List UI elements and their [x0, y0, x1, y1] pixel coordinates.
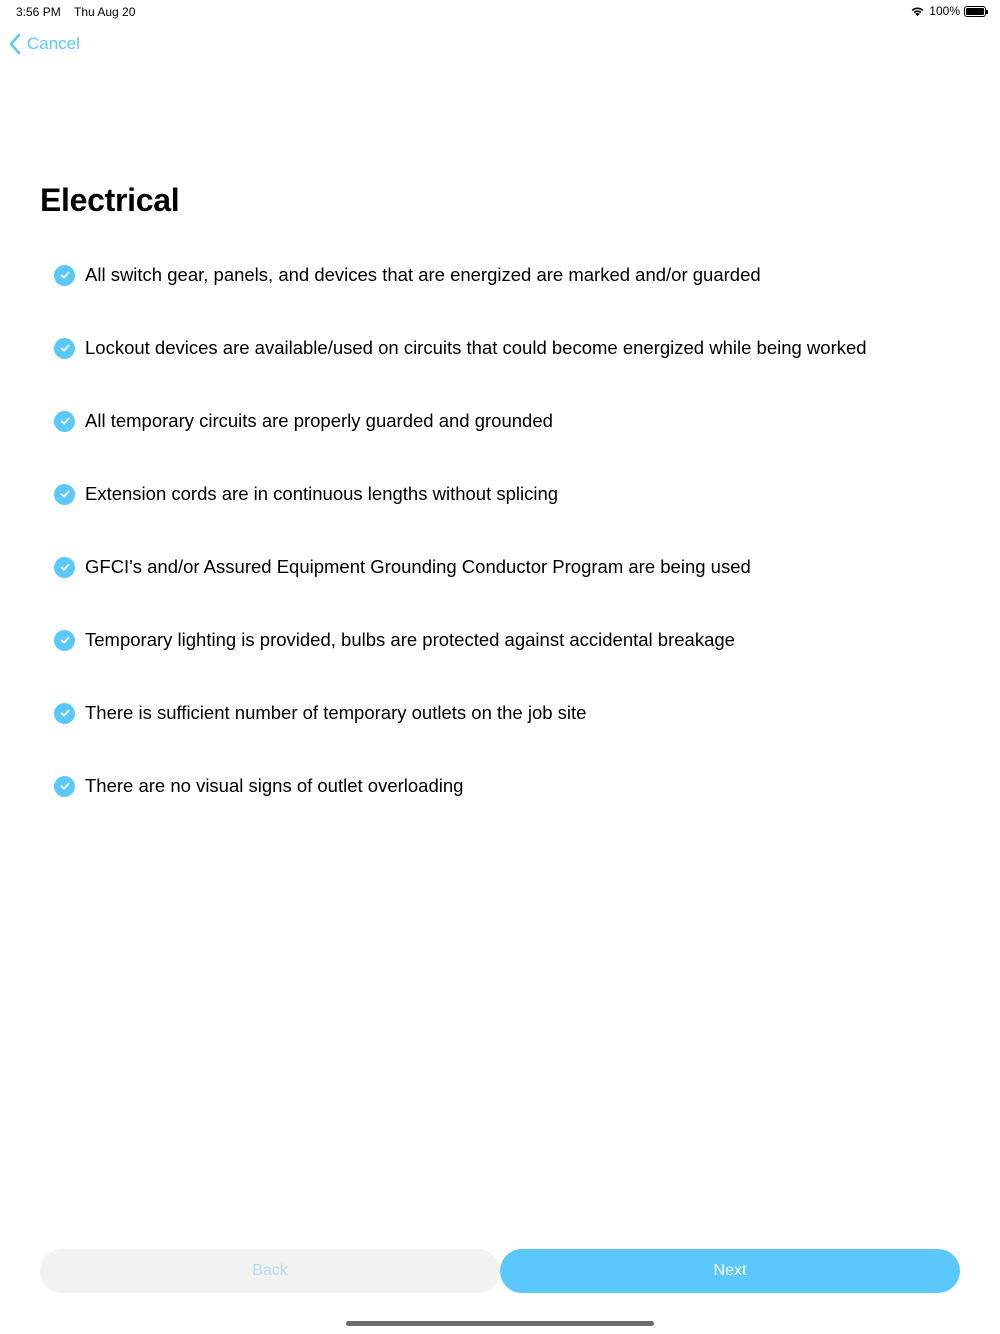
battery-icon: [964, 6, 986, 17]
checklist-item[interactable]: [54, 330, 867, 366]
checkmark-circle-icon: [54, 630, 75, 651]
battery-percent: 100%: [929, 4, 960, 18]
checkmark-circle-icon: [54, 265, 75, 286]
cancel-label: Cancel: [27, 34, 80, 53]
checklist-item[interactable]: [54, 695, 586, 731]
checklist-item[interactable]: [54, 549, 751, 585]
checklist-item[interactable]: [54, 476, 558, 512]
checklist-item[interactable]: [54, 403, 553, 439]
checkmark-circle-icon: [54, 484, 75, 505]
checklist-item[interactable]: [54, 768, 463, 804]
checklist-item-label: All temporary circuits are properly guarded and grounded: [85, 410, 553, 431]
checkmark-circle-icon: [54, 703, 75, 724]
checklist-item-label: There are no visual signs of outlet overloading: [85, 775, 464, 796]
back-button[interactable]: Back: [40, 1249, 500, 1293]
home-indicator: [346, 1321, 654, 1326]
checklist-item-label: Temporary lighting is provided, bulbs are protected against accidental breakage: [85, 629, 735, 650]
chevron-left-icon: [8, 33, 21, 55]
page-title: Electrical: [40, 182, 180, 218]
checklist-item-label: GFCI's and/or Assured Equipment Grounding Conductor Program are being used: [85, 556, 751, 577]
checklist-item-label: There is sufficient number of temporary outlets on the job site: [85, 702, 587, 723]
checklist-item-label: Lockout devices are available/used on circuits that could become energized while being worked: [85, 337, 867, 358]
checkmark-circle-icon: [54, 338, 75, 359]
checkmark-circle-icon: [54, 411, 75, 432]
status-time: 3:56 PM: [16, 5, 61, 19]
checklist-item[interactable]: [54, 622, 735, 658]
status-indicators: [910, 4, 986, 18]
checkmark-circle-icon: [54, 557, 75, 578]
next-button[interactable]: Next: [500, 1249, 960, 1293]
status-date: Thu Aug 20: [74, 5, 136, 19]
checkmark-circle-icon: [54, 776, 75, 797]
wifi-icon: [910, 5, 925, 17]
status-bar: [0, 0, 1000, 24]
cancel-button[interactable]: [8, 33, 80, 55]
battery-level: [966, 8, 984, 15]
checklist-item[interactable]: [54, 257, 761, 293]
checklist-item-label: Extension cords are in continuous lengths without splicing: [85, 483, 559, 504]
checklist-item-label: All switch gear, panels, and devices that are energized are marked and/or guarded: [85, 264, 761, 285]
